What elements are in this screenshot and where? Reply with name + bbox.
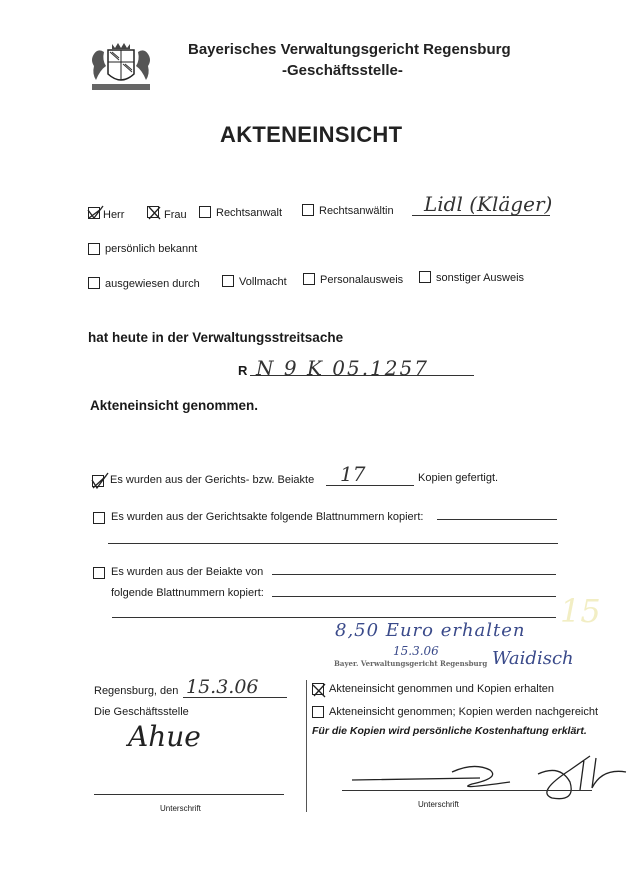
gerichtsakte-checkbox[interactable] [93,512,105,524]
kopien-count-underline [326,485,414,486]
beiakte-line-c [112,617,556,618]
ausgewiesen-checkbox[interactable] [88,277,100,289]
gerichtsakte-line-b [108,543,558,544]
case-intro: hat heute in der Verwaltungsstreitsache [88,330,344,345]
case-number-handwritten: N 9 K 05.1257 [256,356,429,380]
gerichtsakte-label: Es wurden aus der Gerichtsakte folgende Blattnummern kopiert: [111,511,424,523]
herr-checkbox[interactable] [88,207,100,219]
rechtsanwaeltin-checkbox[interactable] [302,204,314,216]
beiakte-blattnummern-label: folgende Blattnummern kopiert: [111,587,264,599]
court-stamp: Bayer. Verwaltungsgericht Regensburg [334,659,488,668]
beiakte-checkbox[interactable] [93,567,105,579]
date-handwritten: 15.3.06 [186,676,259,698]
herr-label: Herr [103,209,125,221]
checkmark-icon [90,472,112,492]
signature-right-line [342,790,592,791]
kopien-gefertigt-checkbox[interactable] [92,475,104,487]
gerichtsakte-line-a [437,519,557,520]
kopien-count-handwritten: 17 [340,462,366,486]
personalausweis-checkbox[interactable] [303,273,315,285]
ausgewiesen-label: ausgewiesen durch [105,278,200,290]
payment-date-handwritten: 15.3.06 [393,644,439,658]
opt1-label: Akteneinsicht genommen und Kopien erhalten [329,683,555,695]
unterschrift-left-label: Unterschrift [160,804,201,813]
persoenlich-bekannt-label: persönlich bekannt [105,243,198,255]
rechtsanwaeltin-label: Rechtsanwältin [319,205,394,217]
checkmark-icon [145,203,165,223]
case-number-underline [250,375,474,376]
signature-right [340,748,632,808]
beiakte-line-a [272,574,556,575]
frau-label: Frau [164,209,187,221]
place-date-label: Regensburg, den [94,685,179,697]
rechtsanwalt-label: Rechtsanwalt [216,207,283,219]
opt1-checkbox[interactable] [312,683,324,695]
payment-signature: Waidisch [492,648,574,669]
personalausweis-label: Personalausweis [320,274,404,286]
frau-checkbox[interactable] [147,206,159,218]
geschaeftsstelle-label: Die Geschäftsstelle [94,706,189,718]
vollmacht-checkbox[interactable] [222,275,234,287]
payment-note-handwritten: 8,50 Euro erhalten [335,620,526,641]
court-name: Bayerisches Verwaltungsgericht Regensburg [188,41,511,58]
kopien-gefertigt-label: Kopien gefertigt. [418,472,499,484]
beiakte-line-b [272,596,556,597]
beiakte-label: Es wurden aus der Beiakte von [111,566,264,578]
unterschrift-right-label: Unterschrift [418,800,459,809]
name-underline [412,215,550,216]
signature-left-line [94,794,284,795]
office-name: -Geschäftsstelle- [282,62,403,79]
signature-left: Ahue [128,720,201,753]
document-title: AKTENEINSICHT [220,122,403,147]
checkmark-icon [310,680,330,700]
margin-number: 15 [560,592,601,630]
handwritten-name: Lidl (Kläger) [424,192,553,216]
kopien-line1-text: Es wurden aus der Gerichts- bzw. Beiakte [110,474,315,486]
date-underline [183,697,287,698]
liability-statement: Für die Kopien wird persönliche Kostenhaftung erklärt. [312,725,587,737]
opt2-checkbox[interactable] [312,706,324,718]
case-prefix: R [238,363,248,378]
footer-divider [306,680,307,812]
akteneinsicht-genommen: Akteneinsicht genommen. [90,398,259,413]
coat-of-arms-logo [88,40,154,94]
sonstiger-ausweis-label: sonstiger Ausweis [436,272,525,284]
vollmacht-label: Vollmacht [239,276,287,288]
sonstiger-ausweis-checkbox[interactable] [419,271,431,283]
rechtsanwalt-checkbox[interactable] [199,206,211,218]
persoenlich-bekannt-checkbox[interactable] [88,243,100,255]
opt2-label: Akteneinsicht genommen; Kopien werden nachgereicht [329,706,599,718]
